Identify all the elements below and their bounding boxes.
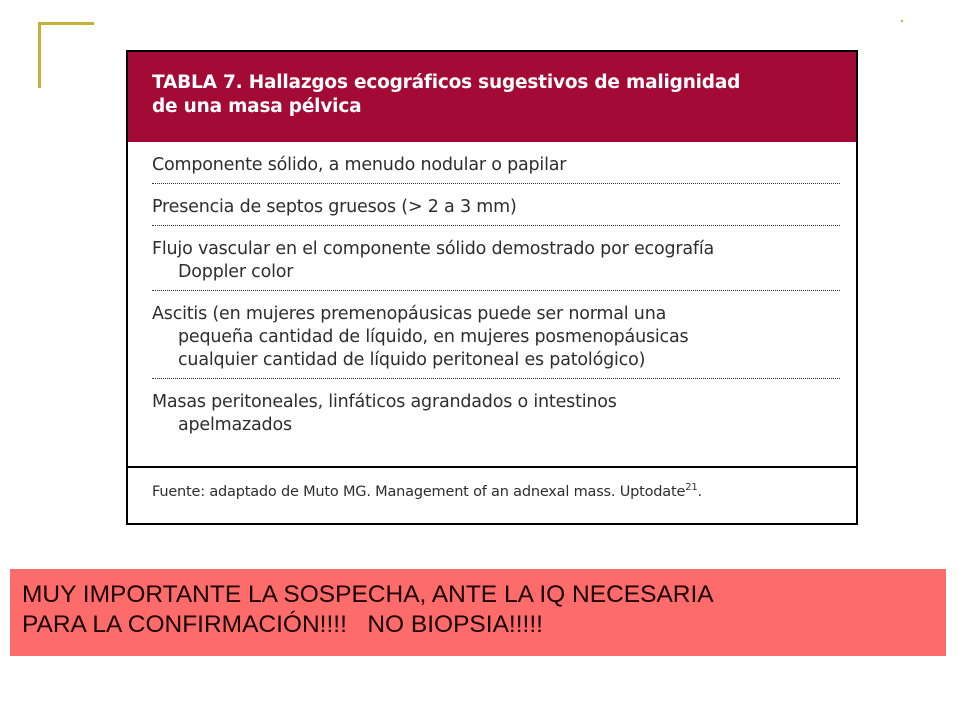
source-end: . xyxy=(697,484,702,500)
note-line-2: PARA LA CONFIRMACIÓN!!!! NO BIOPSIA!!!!! xyxy=(22,611,543,638)
important-note xyxy=(10,569,946,656)
table-header xyxy=(128,52,856,142)
source-reference: 21 xyxy=(685,482,698,493)
table-row xyxy=(152,291,840,379)
note-line-1: MUY IMPORTANTE LA SOSPECHA, ANTE LA IQ NECESARIA xyxy=(22,581,714,608)
row-text-continued: pequeña cantidad de líquido, en mujeres posmenopáusicas xyxy=(178,327,689,347)
table-row xyxy=(152,154,840,184)
row-text-continued: apelmazados xyxy=(178,415,292,435)
corner-accent-vertical xyxy=(38,22,41,88)
table-title-line-2: de una masa pélvica xyxy=(152,96,362,117)
source-text: Fuente: adaptado de Muto MG. Management of an adnexal mass. Uptodate xyxy=(152,484,686,500)
table-title xyxy=(152,71,856,119)
row-text: Componente sólido, a menudo nodular o papilar xyxy=(152,155,567,175)
row-text-continued: cualquier cantidad de líquido peritoneal es patológico) xyxy=(178,350,646,370)
row-text-continued: Doppler color xyxy=(178,262,294,282)
corner-accent-horizontal xyxy=(38,22,94,25)
table-row xyxy=(152,184,840,226)
row-text: Ascitis (en mujeres premenopáusicas puede ser normal una xyxy=(152,304,667,324)
row-text: Flujo vascular en el componente sólido demostrado por ecografía xyxy=(152,239,715,259)
table-row xyxy=(152,379,840,443)
row-text: Presencia de septos gruesos (> 2 a 3 mm) xyxy=(152,197,517,217)
row-text: Masas peritoneales, linfáticos agrandados o intestinos xyxy=(152,392,617,412)
source-divider xyxy=(128,466,856,468)
table-rows xyxy=(152,154,840,443)
table-row xyxy=(152,226,840,291)
findings-table xyxy=(126,50,858,525)
corner-accent-dot xyxy=(901,20,903,22)
table-title-line-1: TABLA 7. Hallazgos ecográficos sugestivos de malignidad xyxy=(152,72,741,93)
table-source xyxy=(152,482,702,500)
